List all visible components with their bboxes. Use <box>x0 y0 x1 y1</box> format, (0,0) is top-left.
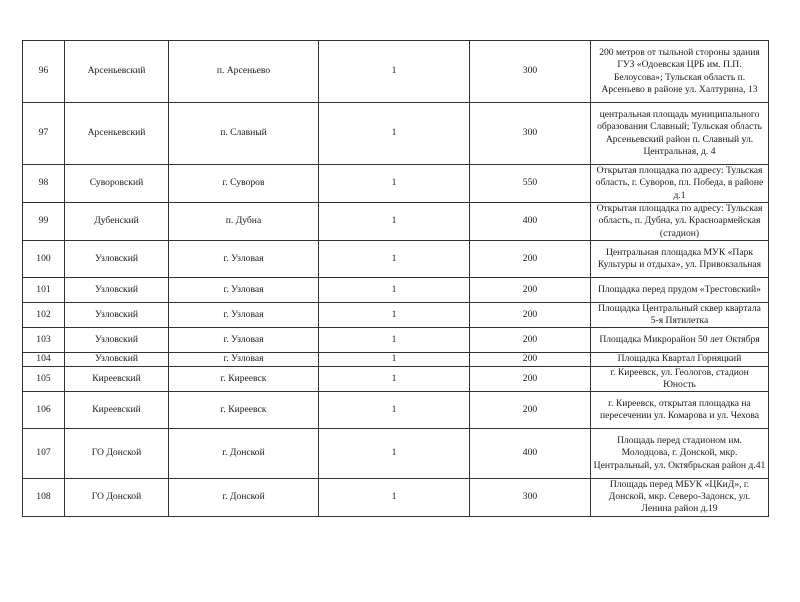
quantity-cell: 1 <box>319 165 470 203</box>
area-value-cell: 200 <box>470 328 591 353</box>
area-value-cell: 400 <box>470 429 591 479</box>
row-number-cell: 102 <box>23 303 65 328</box>
area-value-cell: 200 <box>470 303 591 328</box>
locality-name-cell: г. Узловая <box>169 303 319 328</box>
area-value-cell: 200 <box>470 392 591 429</box>
district-name-cell: Узловский <box>65 303 169 328</box>
row-number-cell: 96 <box>23 41 65 103</box>
district-name-cell: Киреевский <box>65 366 169 391</box>
address-text-cell: г. Киреевск, ул. Геологов, стадион Юность <box>591 366 769 391</box>
venues-table <box>22 40 769 517</box>
locality-name-cell: г. Узловая <box>169 353 319 366</box>
quantity-cell: 1 <box>319 278 470 303</box>
district-name-cell: Арсеньевский <box>65 41 169 103</box>
locality-name-cell: п. Арсеньево <box>169 41 319 103</box>
row-number-cell: 99 <box>23 203 65 241</box>
row-number-cell: 100 <box>23 241 65 278</box>
address-text-cell: Открытая площадка по адресу: Тульская область, г. Суворов, пл. Победа, в районе д.1 <box>591 165 769 203</box>
district-name-cell: Дубенский <box>65 203 169 241</box>
table-row <box>23 479 769 517</box>
locality-name-cell: г. Узловая <box>169 328 319 353</box>
district-name-cell: Узловский <box>65 278 169 303</box>
address-text-cell: Центральная площадка МУК «Парк Культуры и отдыха», ул. Привокзальная <box>591 241 769 278</box>
locality-name-cell: г. Суворов <box>169 165 319 203</box>
table-row <box>23 241 769 278</box>
area-value-cell: 300 <box>470 103 591 165</box>
table-row <box>23 429 769 479</box>
quantity-cell: 1 <box>319 429 470 479</box>
quantity-cell: 1 <box>319 41 470 103</box>
area-value-cell: 400 <box>470 203 591 241</box>
address-text-cell: Площадка Микрорайон 50 лет Октября <box>591 328 769 353</box>
table-row <box>23 165 769 203</box>
area-value-cell: 200 <box>470 278 591 303</box>
quantity-cell: 1 <box>319 366 470 391</box>
table-row <box>23 392 769 429</box>
address-text-cell: Площадка Центральный сквер квартала 5-я Пятилетка <box>591 303 769 328</box>
area-value-cell: 550 <box>470 165 591 203</box>
quantity-cell: 1 <box>319 241 470 278</box>
area-value-cell: 300 <box>470 479 591 517</box>
table-row <box>23 328 769 353</box>
address-text-cell: Площадь перед МБУК «ЦКиД», г. Донской, мкр. Северо-Задонск, ул. Ленина район д.19 <box>591 479 769 517</box>
locality-name-cell: г. Донской <box>169 429 319 479</box>
locality-name-cell: г. Киреевск <box>169 392 319 429</box>
area-value-cell: 200 <box>470 353 591 366</box>
quantity-cell: 1 <box>319 203 470 241</box>
table-row <box>23 41 769 103</box>
table-row <box>23 353 769 366</box>
address-text-cell: Открытая площадка по адресу: Тульская область, п. Дубна, ул. Красноармейская (стадион) <box>591 203 769 241</box>
locality-name-cell: п. Дубна <box>169 203 319 241</box>
address-text-cell: центральная площадь муниципального образования Славный; Тульская область Арсеньевский район п. Славный ул. Центральная, д. 4 <box>591 103 769 165</box>
row-number-cell: 107 <box>23 429 65 479</box>
table-row <box>23 203 769 241</box>
address-text-cell: Площадка Квартал Горняцкий <box>591 353 769 366</box>
venues-table-body <box>23 41 769 517</box>
area-value-cell: 300 <box>470 41 591 103</box>
address-text-cell: Площадь перед стадионом им. Молодцова, г. Донской, мкр. Центральный, ул. Октябрьская район д.41 <box>591 429 769 479</box>
area-value-cell: 200 <box>470 366 591 391</box>
locality-name-cell: г. Узловая <box>169 241 319 278</box>
quantity-cell: 1 <box>319 479 470 517</box>
table-row <box>23 278 769 303</box>
district-name-cell: Узловский <box>65 328 169 353</box>
district-name-cell: ГО Донской <box>65 479 169 517</box>
row-number-cell: 103 <box>23 328 65 353</box>
district-name-cell: Суворовский <box>65 165 169 203</box>
row-number-cell: 98 <box>23 165 65 203</box>
locality-name-cell: п. Славный <box>169 103 319 165</box>
table-row <box>23 366 769 391</box>
district-name-cell: ГО Донской <box>65 429 169 479</box>
quantity-cell: 1 <box>319 353 470 366</box>
locality-name-cell: г. Донской <box>169 479 319 517</box>
row-number-cell: 106 <box>23 392 65 429</box>
locality-name-cell: г. Киреевск <box>169 366 319 391</box>
table-row <box>23 103 769 165</box>
row-number-cell: 101 <box>23 278 65 303</box>
row-number-cell: 97 <box>23 103 65 165</box>
district-name-cell: Узловский <box>65 241 169 278</box>
quantity-cell: 1 <box>319 103 470 165</box>
address-text-cell: 200 метров от тыльной стороны здания ГУЗ «Одоевская ЦРБ им. П.П. Белоусова»; Тульская область п. Арсеньево в районе ул. Халтурина, 13 <box>591 41 769 103</box>
row-number-cell: 104 <box>23 353 65 366</box>
table-row <box>23 303 769 328</box>
quantity-cell: 1 <box>319 328 470 353</box>
quantity-cell: 1 <box>319 303 470 328</box>
row-number-cell: 108 <box>23 479 65 517</box>
district-name-cell: Арсеньевский <box>65 103 169 165</box>
district-name-cell: Киреевский <box>65 392 169 429</box>
district-name-cell: Узловский <box>65 353 169 366</box>
quantity-cell: 1 <box>319 392 470 429</box>
address-text-cell: г. Киреевск, открытая площадка на пересечении ул. Комарова и ул. Чехова <box>591 392 769 429</box>
locality-name-cell: г. Узловая <box>169 278 319 303</box>
row-number-cell: 105 <box>23 366 65 391</box>
area-value-cell: 200 <box>470 241 591 278</box>
address-text-cell: Площадка перед прудом «Трестовский» <box>591 278 769 303</box>
